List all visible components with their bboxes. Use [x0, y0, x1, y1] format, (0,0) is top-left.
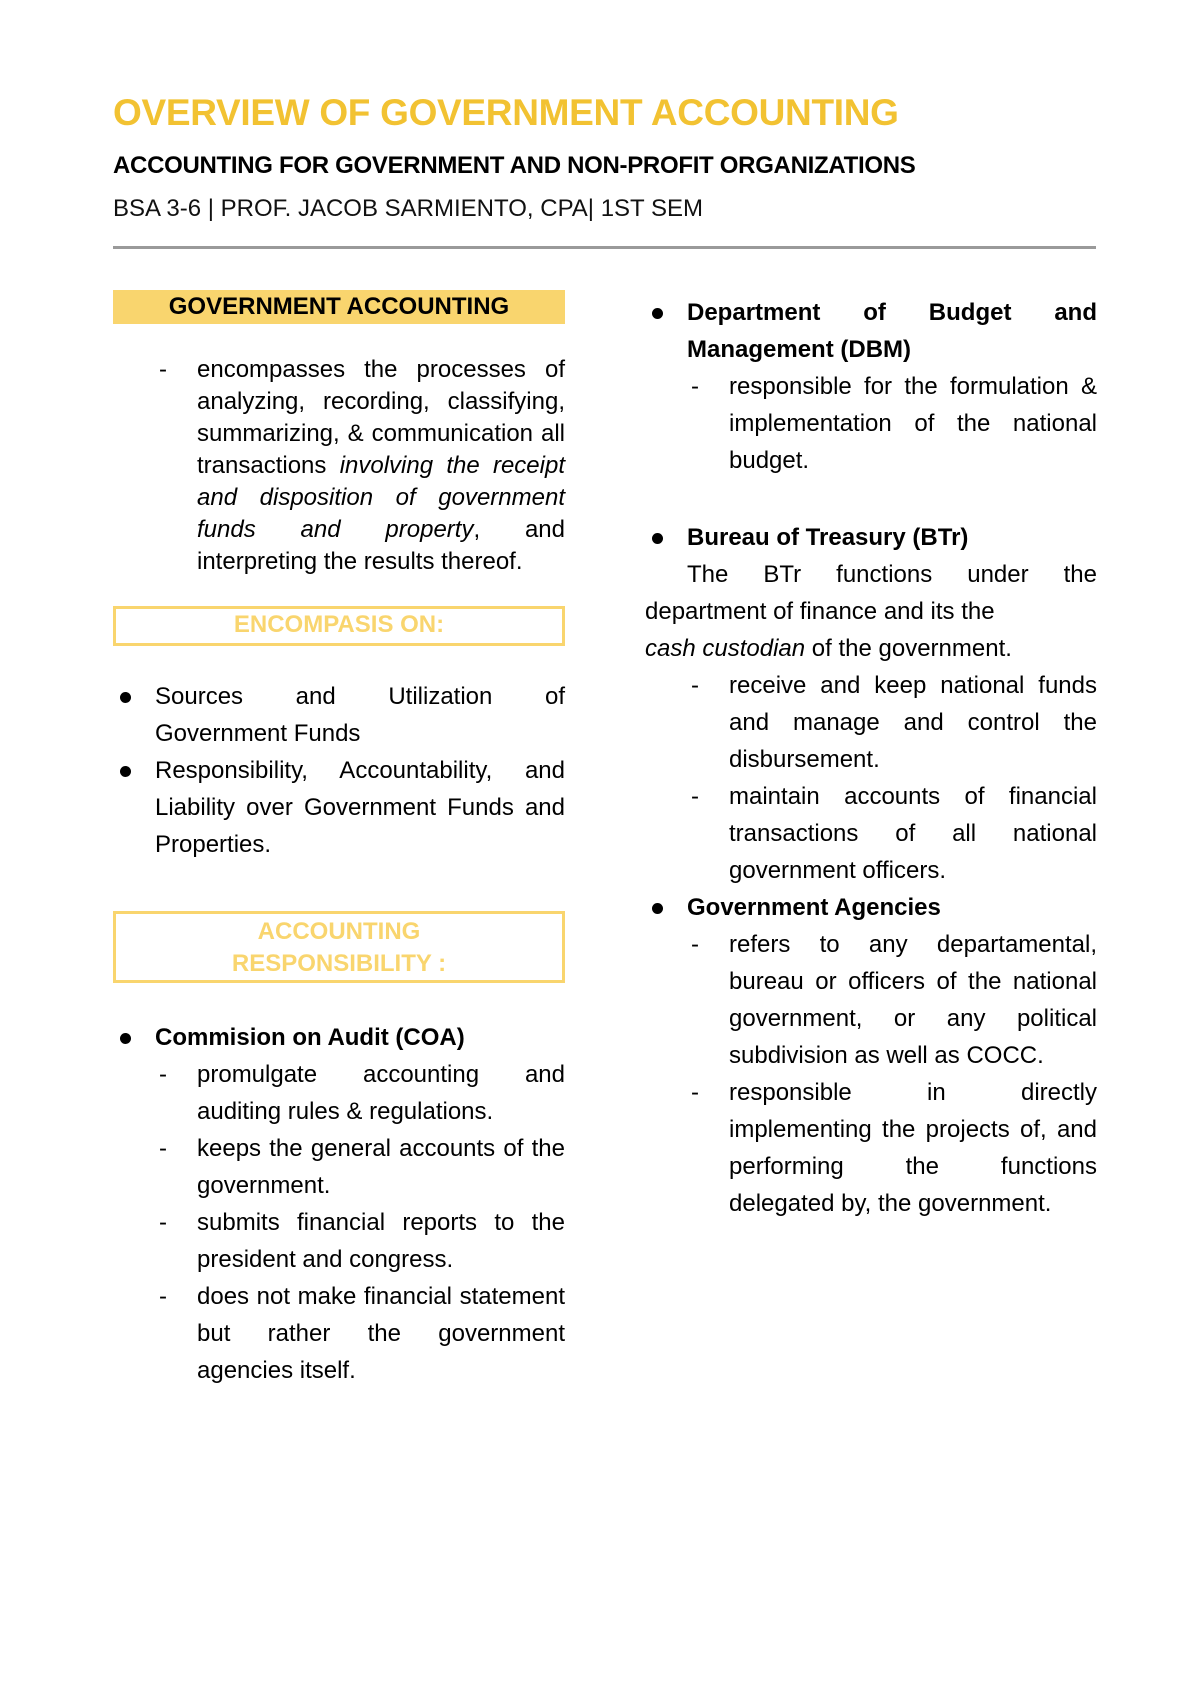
dash-marker: -: [159, 356, 167, 383]
list-item: [645, 368, 1097, 479]
document-subtitle: ACCOUNTING FOR GOVERNMENT AND NON-PROFIT ORGANIZATIONS: [113, 152, 916, 179]
dash-marker: -: [159, 1135, 167, 1162]
government-accounting-definition: [113, 354, 565, 578]
list-item: [113, 1278, 565, 1389]
list-item: [113, 1056, 565, 1130]
list-item: [645, 926, 1097, 1074]
dbm-title-text: Department of Budget and Management (DBM): [687, 299, 1097, 363]
heading-line: ACCOUNTING: [257, 918, 421, 945]
bullet-icon: [120, 692, 131, 703]
list-item: [113, 1130, 565, 1204]
dbm-title: [645, 294, 1097, 368]
list-item-text: responsible in directly implementing the projects of, and performing the functions delegated by, the government.: [729, 1079, 1097, 1217]
btr-paragraph: [645, 556, 1097, 667]
dash-marker: -: [159, 1061, 167, 1088]
paragraph-text: The BTr functions under the department of finance and its the: [645, 561, 1097, 625]
definition-text: encompasses the processes of analyzing, recording, classifying, summarizing, & communication all transactions: [197, 356, 565, 479]
header-divider: [113, 246, 1096, 249]
right-column: [645, 294, 1097, 1222]
bullet-icon: [652, 308, 663, 319]
list-item-text: maintain accounts of financial transactions of all national government officers.: [729, 783, 1097, 884]
dbm-section: [645, 294, 1097, 479]
list-item-text: Sources and Utilization of Government Funds: [155, 683, 565, 747]
list-item-text: receive and keep national funds and manage and control the disbursement.: [729, 672, 1097, 773]
document-title: OVERVIEW OF GOVERNMENT ACCOUNTING: [113, 92, 899, 133]
government-accounting-heading: GOVERNMENT ACCOUNTING: [113, 290, 565, 324]
list-item: [113, 1204, 565, 1278]
list-item: [113, 752, 565, 863]
bullet-icon: [652, 903, 663, 914]
dash-marker: -: [159, 1283, 167, 1310]
list-item: [645, 1074, 1097, 1222]
coa-title-text: Commision on Audit (COA): [155, 1024, 465, 1051]
list-item-text: keeps the general accounts of the government.: [197, 1135, 565, 1199]
agencies-title: [645, 889, 1097, 926]
list-item-text: promulgate accounting and auditing rules & regulations.: [197, 1061, 565, 1125]
list-item-text: Responsibility, Accountability, and Liability over Government Funds and Properties.: [155, 757, 565, 858]
encompass-list: [113, 678, 565, 863]
btr-title-text: Bureau of Treasury (BTr): [687, 524, 969, 551]
paragraph-text-end: of the government.: [811, 635, 1012, 662]
dash-marker: -: [691, 1079, 699, 1106]
list-item-text: responsible for the formulation & implementation of the national budget.: [729, 373, 1097, 474]
btr-section: [645, 519, 1097, 889]
bullet-icon: [652, 533, 663, 544]
btr-title: [645, 519, 1097, 556]
list-item: [645, 778, 1097, 889]
accounting-responsibility-heading: [113, 911, 565, 983]
agencies-section: [645, 889, 1097, 1222]
coa-title: [113, 1019, 565, 1056]
list-item-text: submits financial reports to the president and congress.: [197, 1209, 565, 1273]
left-column: [113, 290, 565, 1389]
coa-section: [113, 1019, 565, 1389]
dash-marker: -: [691, 373, 699, 400]
list-item-text: refers to any departamental, bureau or officers of the national government, or any political subdivision as well as COCC.: [729, 931, 1097, 1069]
dash-marker: -: [691, 783, 699, 810]
list-item: [645, 667, 1097, 778]
definition-italic-text: involving the receipt and disposition of government funds and property: [197, 452, 566, 543]
agencies-title-text: Government Agencies: [687, 894, 941, 921]
list-item-text: does not make financial statement but rather the government agencies itself.: [197, 1283, 565, 1384]
bullet-icon: [120, 1033, 131, 1044]
encompass-heading: ENCOMPASIS ON:: [113, 606, 565, 646]
paragraph-italic-text: cash custodian: [645, 635, 806, 662]
heading-line: RESPONSIBILITY :: [231, 950, 447, 977]
list-item: [113, 678, 565, 752]
dash-marker: -: [691, 672, 699, 699]
definition-text-end: , and interpreting the results thereof.: [197, 516, 565, 575]
dash-marker: -: [691, 931, 699, 958]
dash-marker: -: [159, 1209, 167, 1236]
course-meta: BSA 3-6 | PROF. JACOB SARMIENTO, CPA| 1ST SEM: [113, 195, 703, 222]
bullet-icon: [120, 766, 131, 777]
